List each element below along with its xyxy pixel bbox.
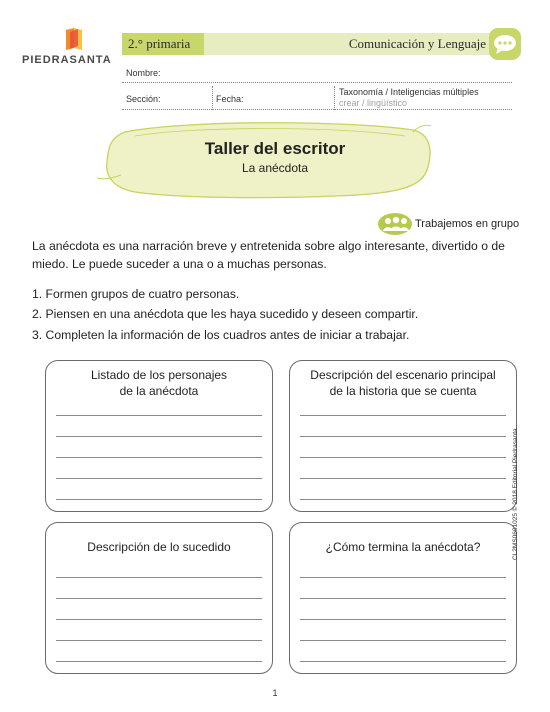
subject-header-bar: [122, 33, 494, 55]
writing-line[interactable]: [56, 499, 262, 500]
writing-line[interactable]: [300, 415, 506, 416]
instruction-item: 1. Formen grupos de cuatro personas.: [32, 287, 240, 301]
writing-box-characters: [45, 360, 273, 512]
writing-line[interactable]: [300, 640, 506, 641]
page-number: 1: [272, 688, 278, 698]
writing-line[interactable]: [56, 577, 262, 578]
writing-line[interactable]: [56, 598, 262, 599]
copyright-credit: CL2MS0601025 © 2018 Editorial Piedrasanta: [512, 428, 519, 560]
writing-line[interactable]: [56, 661, 262, 662]
writing-box-ending: [289, 522, 517, 674]
page-subtitle: La anécdota: [241, 161, 309, 175]
chat-bubble-icon: [488, 27, 522, 61]
section-date-field-line[interactable]: [122, 109, 512, 110]
box-title: de la historia que se cuenta: [329, 384, 477, 398]
publisher-logo: [22, 26, 126, 76]
instruction-item: 3. Completen la información de los cuadros antes de iniciar a trabajar.: [32, 328, 410, 342]
field-divider: [334, 86, 335, 110]
box-title: Descripción del escenario principal: [310, 368, 496, 382]
name-field[interactable]: [122, 82, 512, 83]
group-work-label: Trabajemos en grupo: [415, 218, 520, 230]
intro-paragraph: La anécdota es una narración breve y entretenida sobre algo interesante, divertido o de miedo. Le puede suceder a una o a muchas personas.: [32, 239, 505, 271]
instruction-item: 2. Piensen en una anécdota que les haya sucedido y deseen compartir.: [32, 307, 419, 321]
writing-line[interactable]: [56, 619, 262, 620]
writing-line[interactable]: [300, 499, 506, 500]
subject-label: Comunicación y Lenguaje: [348, 36, 486, 51]
writing-box-setting: [289, 360, 517, 512]
box-title: ¿Cómo termina la anécdota?: [325, 540, 481, 554]
section-label: Sección:: [126, 94, 161, 104]
writing-line[interactable]: [56, 640, 262, 641]
writing-line[interactable]: [300, 598, 506, 599]
writing-line[interactable]: [300, 436, 506, 437]
name-label: Nombre:: [126, 68, 161, 78]
taxonomy-label: Taxonomía / Inteligencias múltiples: [339, 87, 479, 97]
box-title: Descripción de lo sucedido: [87, 540, 231, 554]
box-title: de la anécdota: [119, 384, 199, 398]
logo-wordmark: PIEDRASANTA: [22, 54, 112, 66]
writing-line[interactable]: [300, 619, 506, 620]
writing-line[interactable]: [56, 415, 262, 416]
page-title: Taller del escritor: [204, 139, 346, 158]
writing-line[interactable]: [56, 457, 262, 458]
date-label: Fecha:: [216, 94, 244, 104]
writing-line[interactable]: [300, 457, 506, 458]
writing-line[interactable]: [56, 478, 262, 479]
writing-line[interactable]: [300, 577, 506, 578]
writing-line[interactable]: [300, 661, 506, 662]
taxonomy-value: crear / lingüístico: [339, 98, 408, 108]
writing-line[interactable]: [56, 436, 262, 437]
book-logo-icon: [62, 26, 88, 52]
writing-box-events: [45, 522, 273, 674]
writing-line[interactable]: [300, 478, 506, 479]
box-title: Listado de los personajes: [90, 368, 228, 382]
people-group-icon: [377, 212, 415, 236]
field-divider: [212, 86, 213, 110]
grade-label: 2.° primaria: [128, 36, 191, 51]
